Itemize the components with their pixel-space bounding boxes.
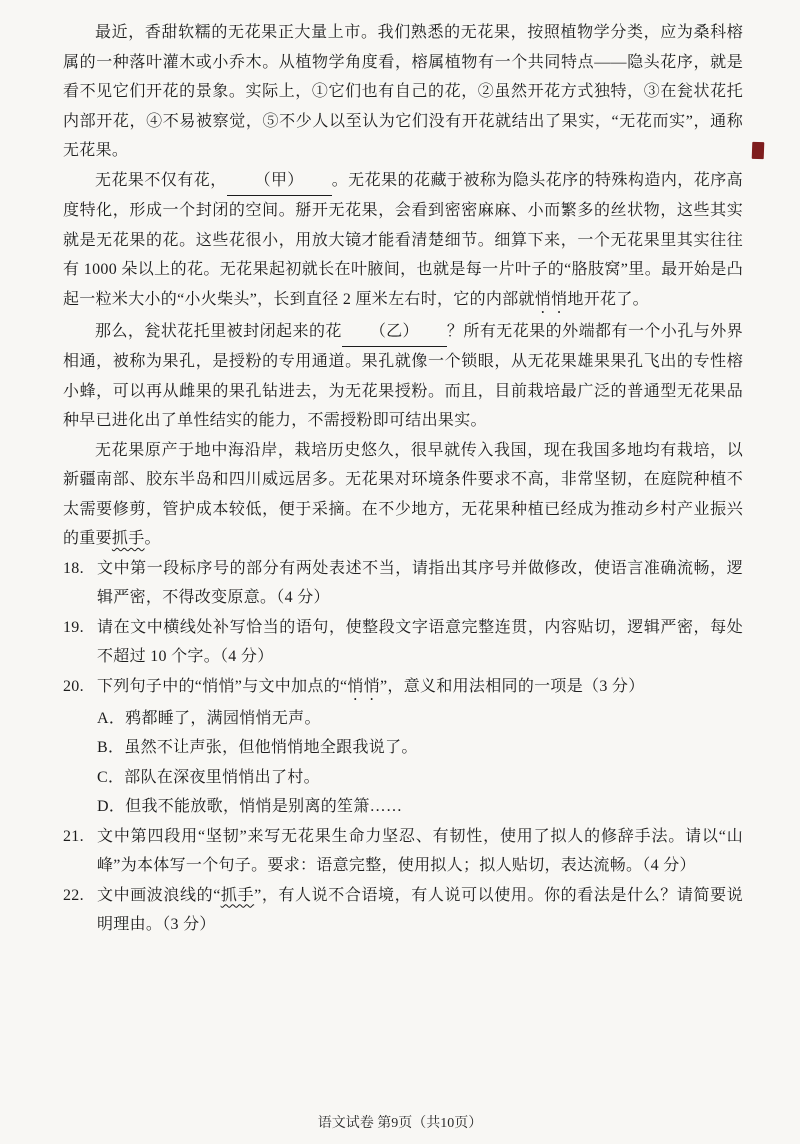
question-21-number: 21. [63, 827, 84, 845]
question-20-option-c: C．部队在深夜里悄悄出了村。 [97, 768, 320, 786]
passage-paragraph-3 [63, 317, 743, 436]
page-footer [0, 1112, 800, 1132]
dotted-emphasis-word: 悄悄 [534, 290, 568, 308]
question-18-number: 18. [63, 559, 84, 577]
paragraph-3-text-before: 那么，瓮状花托里被封闭起来的花 [95, 322, 342, 340]
paragraph-4-text-after: 。 [144, 530, 161, 547]
question-22-wavy-word: 抓手 [220, 886, 255, 904]
paragraph-2-text-end: 地开花了。 [567, 290, 649, 308]
question-21 [63, 822, 743, 881]
passage-paragraph-2 [63, 166, 743, 317]
question-20-option-b: B．虽然不让声张，但他悄悄地全跟我说了。 [97, 739, 418, 756]
paragraph-2-text-mid: 。无花果的花藏于被称为隐头花序的特殊构造内，花序高度特化，形成一个封闭的空间。掰开无花果，会看到密密麻麻、小而繁多的丝状物，这些其实就是无花果的花。这些花很小，用放大镜才能看清楚细节。细算下来，一个无花果里其实往往有 1000 朵以上的花。无花果起初就长在叶腋间，也就是每一片叶子的“胳肢窝”里。最开始是凸起一粒米大小的“小火柴头”，长到直径 2 厘米左右时，它的内部就 [63, 171, 743, 308]
fill-in-blank-yi: （乙） [342, 317, 447, 348]
paragraph-2-text-before: 无花果不仅有花， [95, 171, 227, 189]
page-footer-text: 语文试卷 第9页（共10页） [317, 1116, 483, 1131]
question-20 [63, 672, 743, 822]
question-20-number: 20. [63, 677, 84, 695]
paragraph-3-text-after: ？所有无花果的外端都有一个小孔与外界相通，被称为果孔，是授粉的专用通道。果孔就像一个锁眼，从无花果雄果果孔飞出的专性榕小蜂，可以再从雌果的果孔钻进去，为无花果授粉。而且，目前栽培最广泛的普通型无花果品种早已进化出了单性结实的能力，不需授粉即可结出果实。 [63, 322, 743, 429]
question-22-text-before: 文中画波浪线的“ [97, 886, 221, 904]
question-22-text-after: ”，有人说不合语境，有人说可以使用。你的看法是什么？请简要说明理由。（3 分） [97, 886, 743, 933]
question-18 [63, 554, 743, 613]
paragraph-1-text: 最近，香甜软糯的无花果正大量上市。我们熟悉的无花果，按照植物学分类，应为桑科榕属的一种落叶灌木或小乔木。从植物学角度看，榕属植物有一个共同特点——隐头花序，就是看不见它们开花的景象。实际上，①它们也有自己的花，②虽然开花方式独特，③在瓮状花托内部开花，④不易被察觉，⑤不少人以至认为它们没有开花就结出了果实，“无花而实”，通称无花果。 [63, 24, 743, 159]
question-20-text-before: 下列句子中的“悄悄”与文中加点的“ [97, 677, 348, 695]
question-22-number: 22. [63, 886, 84, 904]
question-20-dotted-word: 悄悄 [347, 677, 381, 695]
question-22 [63, 881, 743, 940]
question-20-option-a: A．鸦都睡了，满园悄悄无声。 [97, 709, 321, 727]
question-19-text: 请在文中横线处补写恰当的语句，使整段文字语意完整连贯，内容贴切，逻辑严密，每处不超过 10 个字。（4 分） [97, 618, 743, 665]
passage-paragraph-1 [63, 18, 743, 166]
passage-paragraph-4 [63, 436, 743, 554]
question-18-text: 文中第一段标序号的部分有两处表述不当，请指出其序号并做修改，使语言准确流畅，逻辑严密，不得改变原意。（4 分） [97, 559, 743, 606]
red-scan-mark [752, 142, 765, 159]
question-19 [63, 613, 743, 672]
paragraph-4-text-before: 无花果原产于地中海沿岸，栽培历史悠久，很早就传入我国，现在我国多地均有栽培，以新疆南部、胶东半岛和四川威远居多。无花果对环境条件要求不高，非常坚韧，在庭院种植不太需要修剪，管护成本较低，便于采摘。在不少地方，无花果种植已经成为推动乡村产业振兴的重要 [63, 441, 743, 547]
fill-in-blank-jia: （甲） [227, 166, 332, 197]
question-21-text: 文中第四段用“坚韧”来写无花果生命力坚忍、有韧性，使用了拟人的修辞手法。请以“山峰”为本体写一个句子。要求：语意完整，使用拟人；拟人贴切，表达流畅。（4 分） [97, 827, 743, 874]
wavy-underline-word: 抓手 [111, 530, 145, 547]
question-19-number: 19. [63, 618, 84, 636]
exam-page-content [63, 18, 743, 940]
question-20-option-d: D．但我不能放歌，悄悄是别离的笙箫…… [97, 798, 403, 815]
question-20-text-after: ”，意义和用法相同的一项是（3 分） [380, 677, 645, 695]
